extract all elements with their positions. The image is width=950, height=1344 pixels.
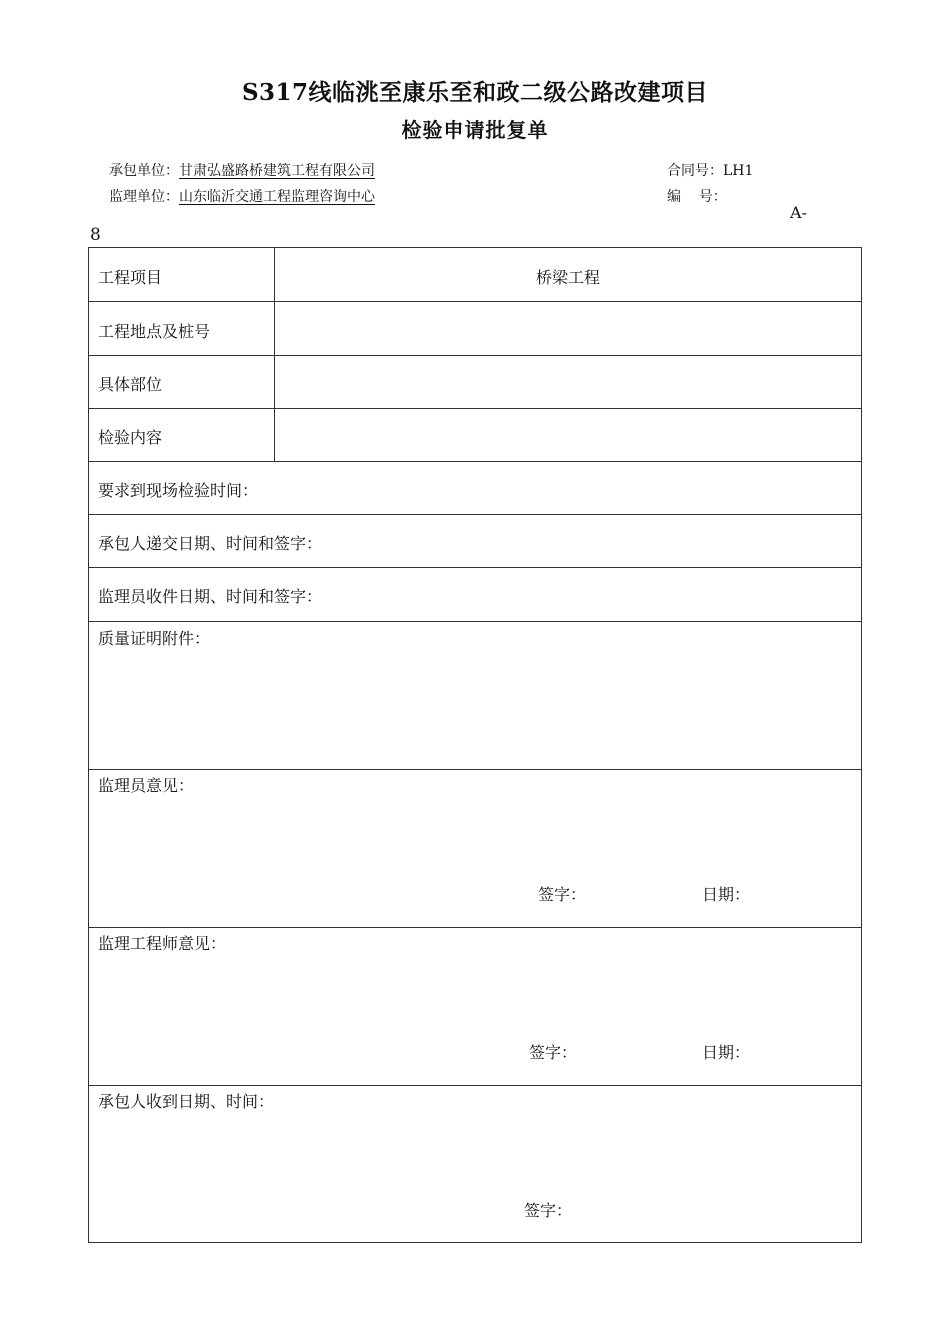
- contract-no-line: [667, 160, 753, 180]
- submit-label: 承包人递交日期、时间和签字：: [98, 534, 323, 553]
- engineer-date-label: 日期：: [702, 1043, 751, 1062]
- content-label: 检验内容: [98, 428, 163, 447]
- contractor-sign-label: 签字：: [524, 1201, 573, 1220]
- supervisor-line: [109, 186, 375, 206]
- document-title: S317线临洮至康乐至和政二级公路改建项目: [241, 79, 709, 106]
- contract-no-value: LH1: [723, 163, 754, 179]
- contractor-value: 甘肃弘盛路桥建筑工程有限公司: [179, 163, 375, 179]
- contract-no-label: 合同号：: [667, 163, 723, 179]
- contractor-label: 承包单位：: [109, 163, 179, 179]
- supervisor-label: 监理单位：: [109, 189, 179, 205]
- row-project-item: [89, 248, 861, 301]
- inspector-sign-label: 签字：: [538, 885, 587, 904]
- attachments-label: 质量证明附件：: [98, 629, 211, 648]
- row-content: [89, 408, 861, 461]
- inspector-opinion-label: 监理员意见：: [98, 776, 195, 795]
- project-item-label: 工程项目: [98, 268, 163, 287]
- row-contractor-receipt: [89, 1085, 861, 1242]
- row-attachments: [89, 621, 861, 769]
- project-item-value[interactable]: 桥梁工程: [535, 268, 600, 287]
- location-label: 工程地点及桩号: [98, 322, 211, 341]
- row-onsite-time: [89, 461, 861, 514]
- serial-label: 编 号：: [667, 189, 727, 205]
- column-divider: [274, 409, 275, 461]
- supervisor-value: 山东临沂交通工程监理咨询中心: [179, 189, 375, 205]
- form-code: A-: [790, 203, 807, 222]
- row-location: [89, 301, 861, 355]
- row-submit: [89, 514, 861, 567]
- column-divider: [274, 356, 275, 408]
- row-receive: [89, 567, 861, 621]
- column-divider: [274, 302, 275, 355]
- onsite-time-label: 要求到现场检验时间：: [98, 481, 259, 500]
- inspector-date-label: 日期：: [702, 885, 751, 904]
- row-inspector-opinion: [89, 769, 861, 927]
- contractor-line: [109, 160, 375, 180]
- engineer-sign-label: 签字：: [529, 1043, 578, 1062]
- receive-label: 监理员收件日期、时间和签字：: [98, 587, 323, 606]
- part-label: 具体部位: [98, 375, 163, 394]
- row-engineer-opinion: [89, 927, 861, 1085]
- engineer-opinion-label: 监理工程师意见：: [98, 934, 227, 953]
- row-part: [89, 355, 861, 408]
- document-subtitle: 检验申请批复单: [401, 118, 549, 142]
- inspection-table: [88, 247, 862, 1243]
- form-code-suffix: 8: [90, 225, 101, 245]
- contractor-receipt-label: 承包人收到日期、时间：: [98, 1092, 275, 1111]
